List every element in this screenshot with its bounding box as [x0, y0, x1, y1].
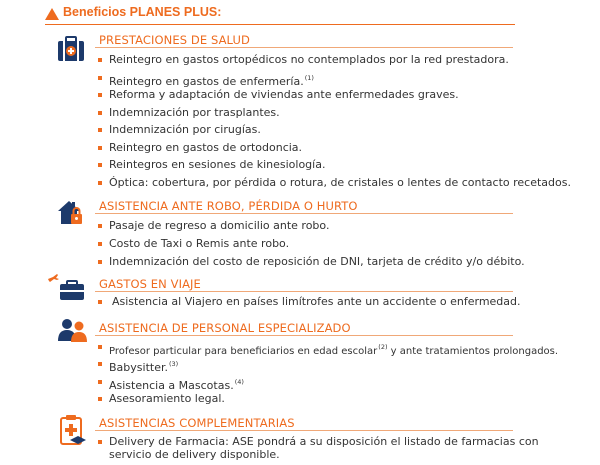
- bullet-icon: [98, 397, 102, 401]
- bullet-icon: [98, 76, 102, 80]
- footnote-ref: (2): [378, 343, 388, 351]
- bullet-icon: [98, 345, 102, 349]
- bullet-icon: [98, 111, 102, 115]
- bullet-icon: [98, 242, 102, 246]
- page-header: [45, 5, 515, 27]
- house-lock-icon: [57, 199, 85, 225]
- header-divider: [45, 24, 515, 25]
- page-title: Beneficios PLANES PLUS:: [63, 5, 222, 19]
- airplane-suitcase-icon: [44, 273, 90, 303]
- section-divider: [95, 430, 513, 431]
- footnote-ref: (3): [168, 360, 179, 368]
- section-title: ASISTENCIA ANTE ROBO, PÉRDIDA O HURTO: [99, 199, 358, 213]
- bullet-icon: [98, 181, 102, 185]
- triangle-icon: [45, 8, 59, 20]
- bullet-icon: [98, 362, 102, 366]
- bullet-icon: [98, 128, 102, 132]
- medical-kit-icon: [57, 36, 85, 62]
- section-divider: [95, 213, 513, 214]
- bullet-icon: [98, 163, 102, 167]
- bullet-icon: [98, 440, 102, 444]
- bullet-icon: [98, 300, 102, 304]
- people-icon: [56, 317, 90, 343]
- bullet-icon: [98, 58, 102, 62]
- prescription-clipboard-icon: [58, 414, 88, 446]
- footnote-ref: (1): [304, 74, 314, 82]
- bullet-icon: [98, 93, 102, 97]
- bullet-icon: [98, 380, 102, 384]
- bullet-icon: [98, 260, 102, 264]
- section-title: ASISTENCIAS COMPLEMENTARIAS: [99, 416, 295, 430]
- footnote-ref: (4): [234, 378, 244, 386]
- section-divider: [95, 335, 513, 336]
- section-divider: [95, 47, 513, 48]
- section-title: GASTOS EN VIAJE: [99, 277, 201, 291]
- section-title: PRESTACIONES DE SALUD: [99, 33, 250, 47]
- bullet-icon: [98, 224, 102, 228]
- section-title: ASISTENCIA DE PERSONAL ESPECIALIZADO: [99, 321, 351, 335]
- section-divider: [95, 291, 513, 292]
- bullet-icon: [98, 146, 102, 150]
